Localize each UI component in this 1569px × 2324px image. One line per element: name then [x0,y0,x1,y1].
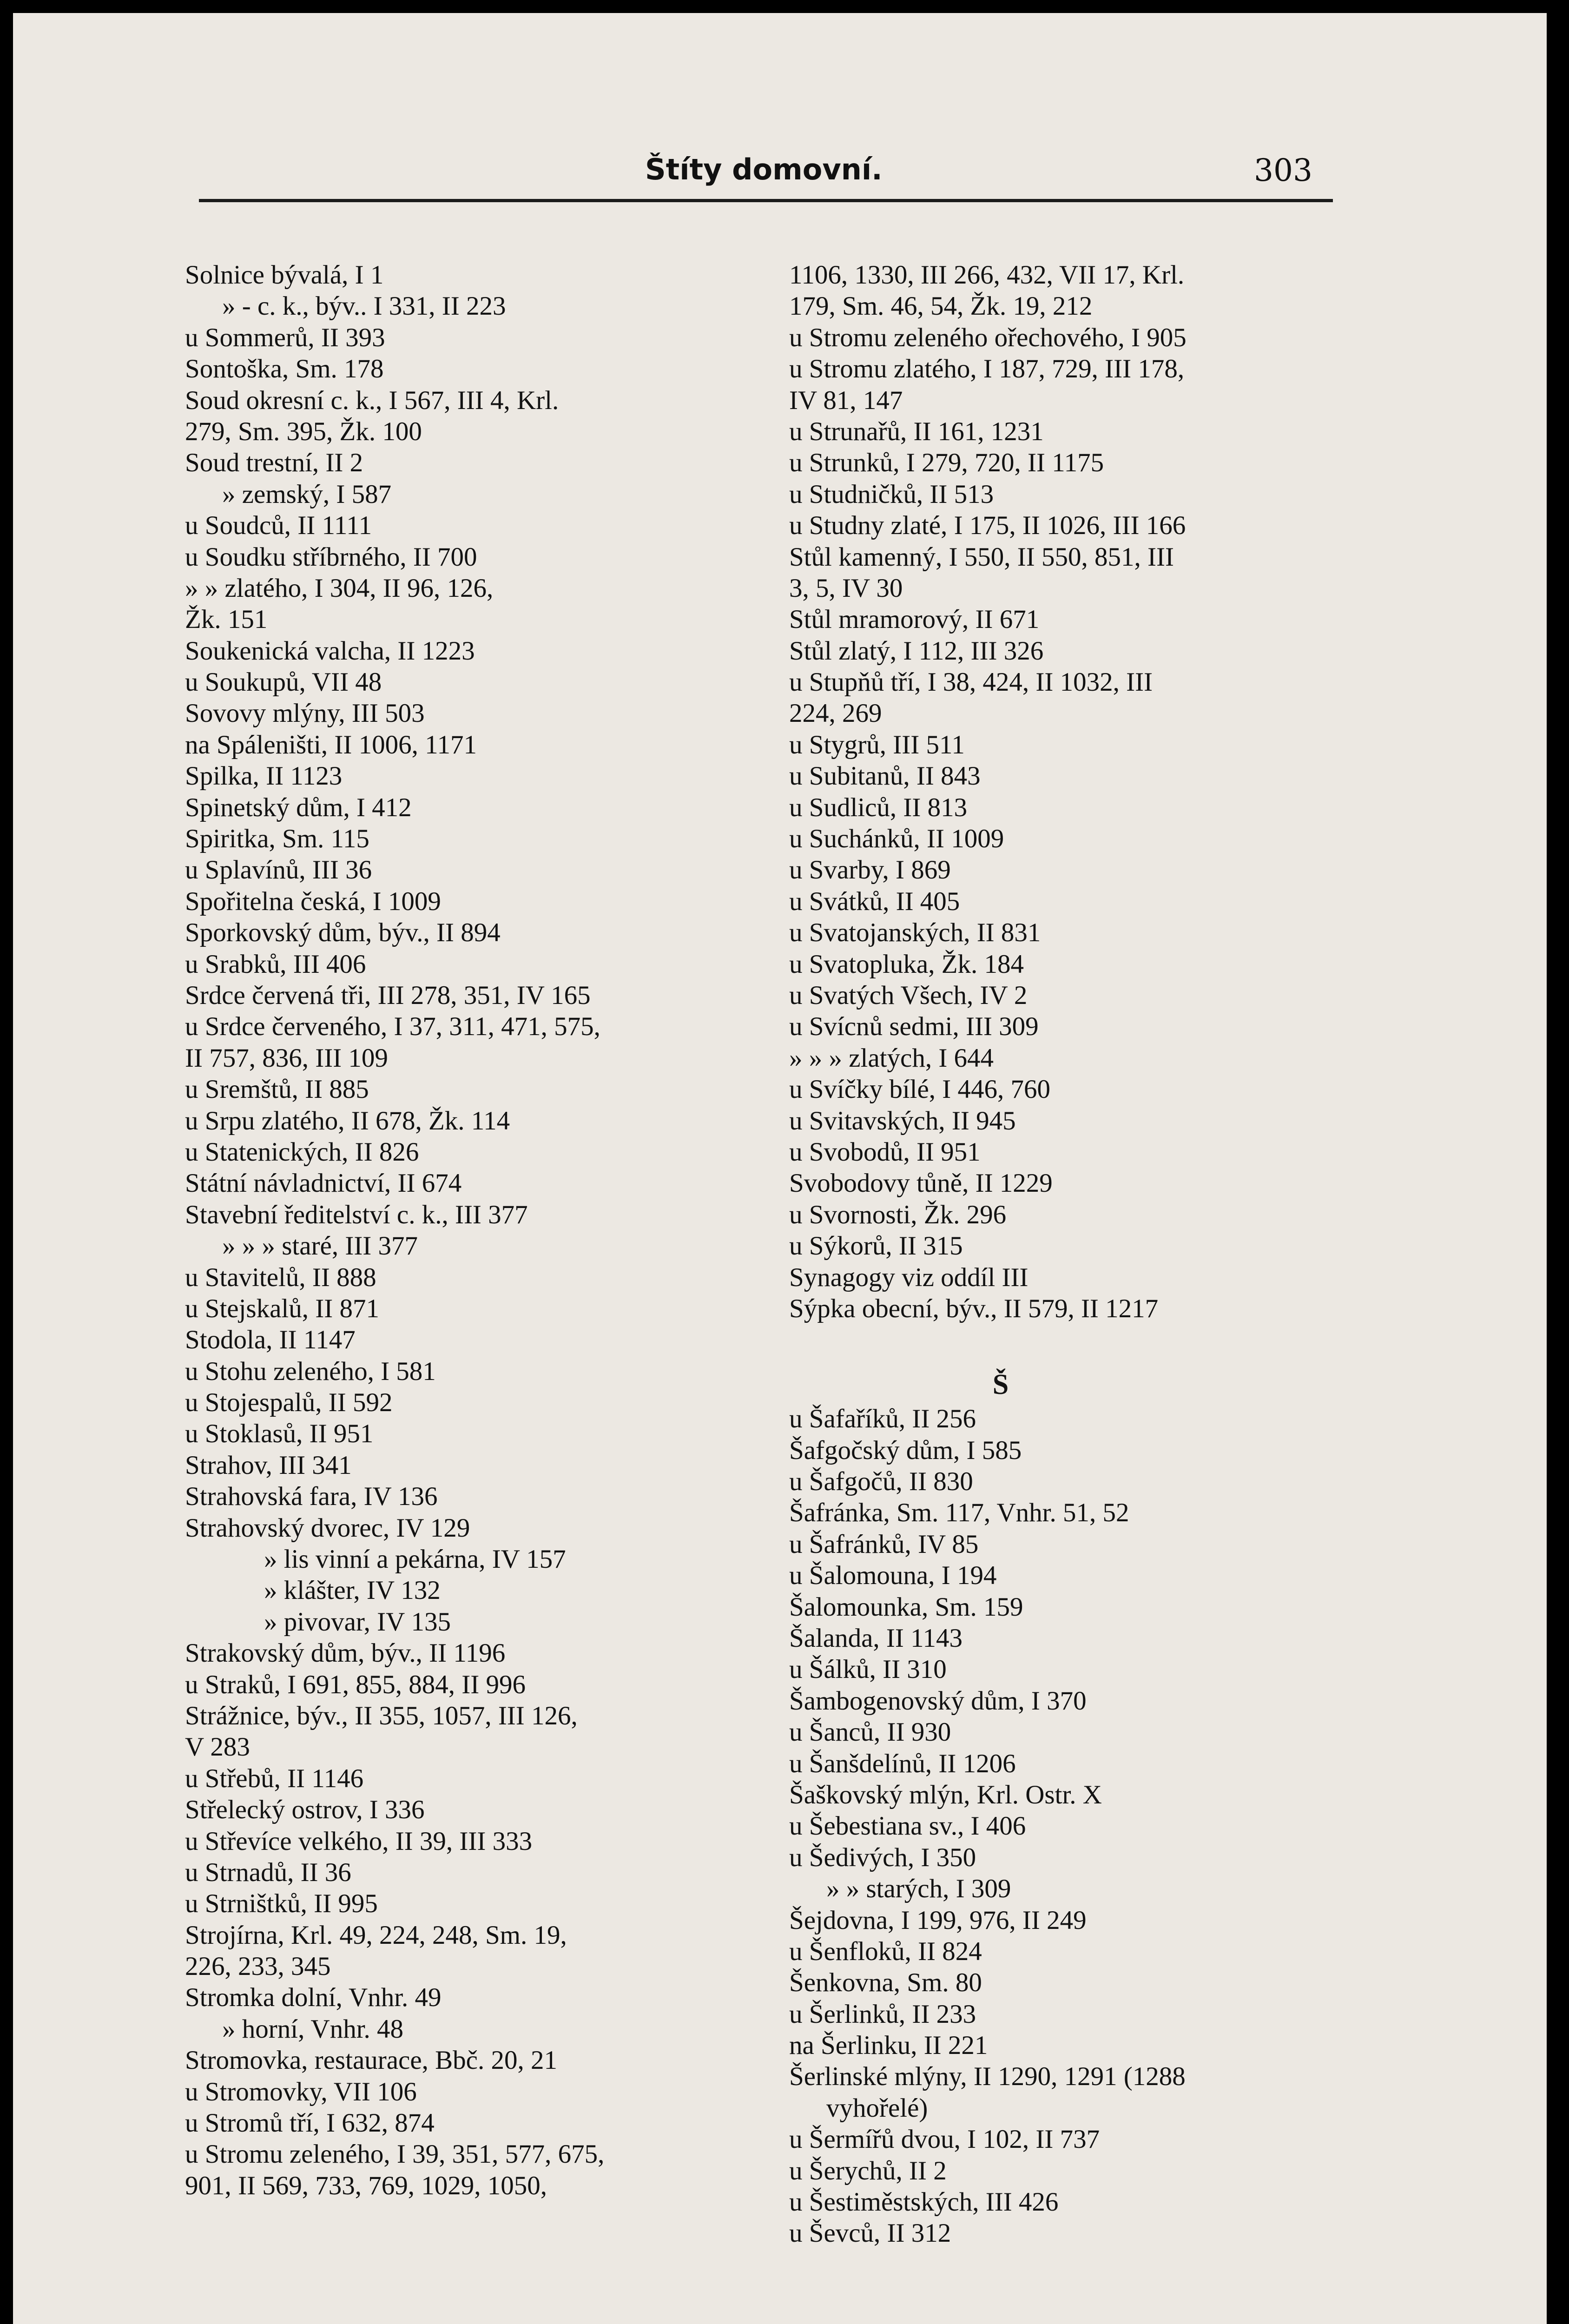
index-entry: Šafgočský dům, I 585 [789,1435,1022,1465]
index-entry: Strahovský dvorec, IV 129 [185,1513,470,1543]
index-entry: Spilka, II 1123 [185,761,343,791]
index-entry: Šerlinské mlýny, II 1290, 1291 (1288 [789,2062,1186,2092]
index-entry: Strahovská fara, IV 136 [185,1482,438,1512]
index-entry: Strahov, III 341 [185,1450,352,1480]
index-entry: u Svornosti, Žk. 296 [789,1200,1007,1229]
index-entry: Stůl mramorový, II 671 [789,605,1040,634]
index-entry: Stůl zlatý, I 112, III 326 [789,636,1044,666]
index-entry: u Strunařů, II 161, 1231 [789,416,1044,446]
index-entry: Stodola, II 1147 [185,1325,356,1355]
index-entry: Strojírna, Krl. 49, 224, 248, Sm. 19, [185,1920,567,1950]
index-entry: u Ševců, II 312 [789,2218,951,2248]
index-entry: u Svatojanských, II 831 [789,918,1041,948]
index-entry: u Šedivých, I 350 [789,1842,976,1872]
index-entry: u Šafgočů, II 830 [789,1467,973,1497]
index-entry: u Střebů, II 1146 [185,1763,364,1793]
index-entry: Stromka dolní, Vnhr. 49 [185,1983,442,2013]
index-entry: u Šermířů dvou, I 102, II 737 [789,2125,1100,2154]
index-entry: Šejdovna, I 199, 976, II 249 [789,1905,1087,1935]
index-entry: u Sudliců, II 813 [789,792,968,822]
index-entry: u Srabků, III 406 [185,949,366,979]
index-entry: u Straků, I 691, 855, 884, II 996 [185,1670,526,1699]
index-entry: Spinetský dům, I 412 [185,792,412,822]
index-entry: u Statenických, II 826 [185,1137,419,1167]
index-entry: u Šálků, II 310 [789,1655,947,1684]
index-entry: u Sommerů, II 393 [185,323,385,352]
index-entry: 179, Sm. 46, 54, Žk. 19, 212 [789,291,1093,321]
index-entry: u Stoklasů, II 951 [185,1419,374,1449]
index-entry: » lis vinní a pekárna, IV 157 [264,1545,566,1574]
index-column-left [185,259,789,2201]
index-entry: 3, 5, IV 30 [789,573,903,603]
index-entry: u Svíčky bílé, I 446, 760 [789,1075,1051,1104]
page-number: 303 [1254,152,1312,188]
index-entry: Stavební ředitelství c. k., III 377 [185,1200,528,1229]
index-entry: u Stohu zeleného, I 581 [185,1356,436,1386]
index-entry: u Soudku stříbrného, II 700 [185,542,477,572]
index-entry: Solnice bývalá, I 1 [185,260,384,290]
index-entry: Sýpka obecní, býv., II 579, II 1217 [789,1294,1159,1323]
index-entry: u Šenfloků, II 824 [789,1936,982,1966]
index-entry: » » » staré, III 377 [222,1231,418,1261]
index-entry: u Svícnů sedmi, III 309 [789,1012,1039,1042]
index-entry: u Šerychů, II 2 [789,2156,947,2185]
index-entry: u Srdce červeného, I 37, 311, 471, 575, [185,1012,600,1042]
index-entry: Strakovský dům, býv., II 1196 [185,1638,506,1668]
index-entry: u Svarby, I 869 [789,855,951,885]
index-entry: u Stejskalů, II 871 [185,1294,379,1323]
index-entry: » horní, Vnhr. 48 [222,2014,404,2044]
page-header [13,13,1547,208]
index-entry: » - c. k., býv.. I 331, II 223 [222,291,506,321]
index-entry: Šenkovna, Sm. 80 [789,1968,982,1998]
header-rule [199,199,1333,202]
index-entry: na Šerlinku, II 221 [789,2031,988,2060]
index-entry: u Sremštů, II 885 [185,1075,369,1104]
index-entry: Soud trestní, II 2 [185,448,363,478]
index-entry: Šalomounka, Sm. 159 [789,1592,1023,1622]
index-entry: na Spáleništi, II 1006, 1171 [185,730,477,759]
index-entry: u Svatopluka, Žk. 184 [789,949,1024,979]
index-entry: u Splavínů, III 36 [185,855,372,885]
index-entry: u Stavitelů, II 888 [185,1262,376,1292]
index-entry: u Střevíce velkého, II 39, III 333 [185,1826,533,1856]
index-entry: 224, 269 [789,699,882,728]
index-entry: u Subitanů, II 843 [789,761,981,791]
index-entry: » pivovar, IV 135 [264,1607,451,1637]
book-page [13,13,1547,2324]
index-entry: u Strunků, I 279, 720, II 1175 [789,448,1104,478]
index-entry: u Svitavských, II 945 [789,1106,1016,1136]
index-entry: u Stromů tří, I 632, 874 [185,2108,435,2138]
index-entry: Sporkovský dům, býv., II 894 [185,918,501,948]
index-entry: u Srpu zlatého, II 678, Žk. 114 [185,1106,510,1136]
index-entry: u Šerlinků, II 233 [789,1999,976,2029]
index-entry: u Šanců, II 930 [789,1717,951,1747]
index-entry: 1106, 1330, III 266, 432, VII 17, Krl. [789,260,1185,290]
index-entry: u Šafaříků, II 256 [789,1404,976,1434]
index-entry: » » zlatého, I 304, II 96, 126, [185,573,494,603]
index-entry: Srdce červená tři, III 278, 351, IV 165 [185,980,591,1010]
index-entry: u Stromu zeleného ořechového, I 905 [789,323,1187,352]
index-entry: u Stromovky, VII 106 [185,2077,417,2106]
index-entry: Šaškovský mlýn, Krl. Ostr. X [789,1780,1102,1809]
index-entry: u Suchánků, II 1009 [789,824,1004,854]
index-entry: V 283 [185,1732,250,1762]
index-entry: Státní návladnictví, II 674 [185,1169,462,1198]
index-entry: u Stygrů, III 511 [789,730,965,759]
section-letter-heading: Š [992,1369,1009,1401]
index-entry: Šalanda, II 1143 [789,1624,963,1653]
index-entry: u Šanšdelínů, II 1206 [789,1749,1016,1778]
index-entry: u Šestiměstských, III 426 [789,2187,1059,2217]
index-entry: u Soudců, II 1111 [185,511,372,541]
index-entry: u Šebestiana sv., I 406 [789,1811,1026,1841]
index-entry: 901, II 569, 733, 769, 1029, 1050, [185,2171,547,2200]
index-entry: u Svobodů, II 951 [789,1137,981,1167]
index-entry: u Stupňů tří, I 38, 424, II 1032, III [789,667,1153,697]
index-entry: » zemský, I 587 [222,479,392,509]
index-entry: Sovovy mlýny, III 503 [185,699,425,728]
index-entry: Stůl kamenný, I 550, II 550, 851, III [789,542,1174,572]
index-entry: vyhořelé) [826,2093,928,2123]
index-entry: Strážnice, býv., II 355, 1057, III 126, [185,1701,578,1730]
index-entry: Stromovka, restaurace, Bbč. 20, 21 [185,2046,557,2075]
index-entry: 279, Sm. 395, Žk. 100 [185,416,422,446]
index-entry: Svobodovy tůně, II 1229 [789,1169,1053,1198]
index-entry: Soukenická valcha, II 1223 [185,636,475,666]
index-entry: II 757, 836, III 109 [185,1043,388,1073]
index-entry: » » starých, I 309 [826,1874,1011,1904]
index-entry: Spiritka, Sm. 115 [185,824,369,854]
index-entry: u Svatých Všech, IV 2 [789,980,1028,1010]
index-entry: » » » zlatých, I 644 [789,1043,994,1073]
index-entry: » klášter, IV 132 [264,1576,441,1605]
index-entry: Šafránka, Sm. 117, Vnhr. 51, 52 [789,1498,1129,1528]
index-entry: Sontoška, Sm. 178 [185,354,384,384]
index-entry: u Stromu zeleného, I 39, 351, 577, 675, [185,2139,605,2169]
index-entry: u Strnadů, II 36 [185,1857,351,1887]
index-entry: u Stromu zlatého, I 187, 729, III 178, [789,354,1185,384]
index-entry: Žk. 151 [185,605,268,634]
index-entry: u Šalomouna, I 194 [789,1561,997,1591]
index-entry: Spořitelna česká, I 1009 [185,886,441,916]
index-entry: 226, 233, 345 [185,1952,331,1981]
index-entry: Šambogenovský dům, I 370 [789,1686,1087,1716]
index-entry: Soud okresní c. k., I 567, III 4, Krl. [185,385,559,415]
section-gap [789,1324,1347,1366]
index-entry: u Svátků, II 405 [789,886,960,916]
index-entry: Střelecký ostrov, I 336 [185,1795,425,1825]
index-entry: IV 81, 147 [789,385,903,415]
index-entry: u Sýkorů, II 315 [789,1231,963,1261]
index-entry: u Strništků, II 995 [185,1889,378,1919]
index-entry: u Stojespalů, II 592 [185,1388,393,1418]
index-entry: Synagogy viz oddíl III [789,1262,1028,1292]
index-entry: u Studničků, II 513 [789,479,994,509]
index-entry: u Soukupů, VII 48 [185,667,382,697]
index-column-right [789,259,1347,2249]
index-entry: u Studny zlaté, I 175, II 1026, III 166 [789,511,1186,541]
running-title: Štíty domovní. [645,152,883,186]
index-entry: u Šafránků, IV 85 [789,1529,979,1559]
